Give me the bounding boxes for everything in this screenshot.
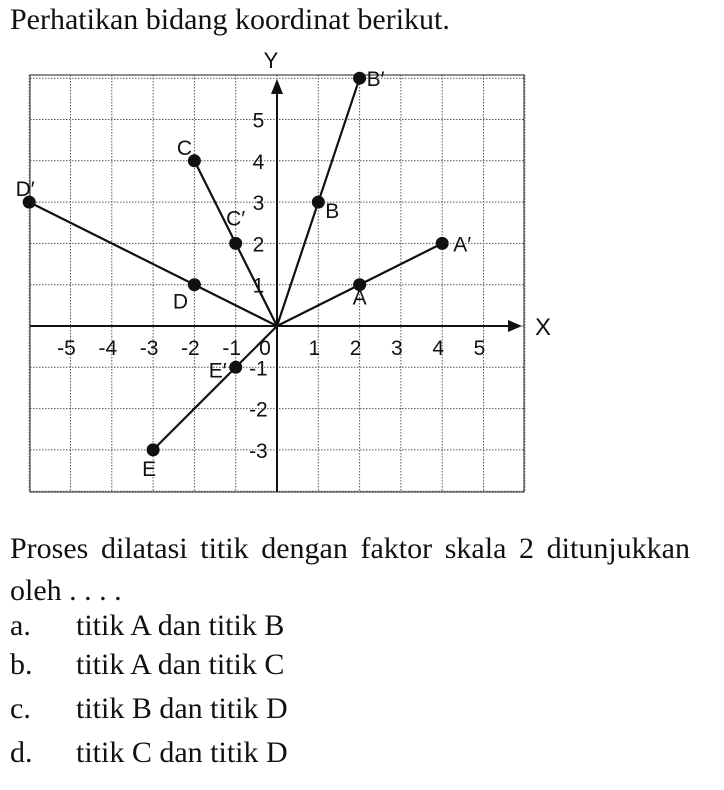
x-tick-label: 3: [391, 337, 403, 360]
point-marker: [312, 196, 325, 209]
option-letter: a.: [10, 609, 31, 642]
y-tick-label: -3: [249, 439, 268, 463]
x-axis-arrow-icon: [508, 320, 522, 332]
y-axis-arrow-icon: [271, 79, 283, 94]
point-label: E: [142, 457, 157, 481]
question-text: Proses dilatasi titik dengan faktor skala 2 ditunjukkan oleh . . . .: [10, 532, 690, 607]
x-tick-label: -5: [57, 337, 76, 360]
option-d[interactable]: [10, 735, 410, 771]
option-text: titik A dan titik C: [76, 648, 285, 681]
x-tick-label: 2: [349, 337, 362, 360]
option-letter: d.: [10, 736, 33, 769]
option-b[interactable]: [10, 647, 410, 683]
point-label: D: [172, 290, 188, 314]
point-marker: [188, 278, 201, 291]
x-tick-label: 0: [259, 337, 271, 360]
point-label: B′: [366, 68, 385, 92]
option-c[interactable]: [10, 691, 410, 727]
x-tick-label: 5: [473, 337, 486, 360]
option-letter: b.: [10, 648, 33, 681]
option-text: titik B dan titik D: [76, 692, 288, 725]
x-tick-label: -1: [222, 337, 242, 360]
option-letter: c.: [10, 692, 31, 725]
option-a[interactable]: [10, 608, 410, 644]
point-marker: [229, 237, 242, 250]
y-tick-label: 3: [252, 192, 265, 216]
point-label: A′: [453, 233, 472, 257]
point-marker: [436, 237, 449, 250]
y-tick-label: 1: [252, 274, 265, 298]
point-marker: [229, 361, 242, 374]
point-label: C′: [226, 207, 246, 231]
x-tick-label: 1: [308, 337, 321, 360]
point-label: E′: [208, 359, 227, 383]
point-label: B: [325, 200, 340, 224]
x-axis-label: X: [534, 314, 552, 341]
point-label: D′: [15, 178, 35, 202]
point-marker: [147, 443, 160, 456]
y-tick-label: -2: [249, 398, 268, 422]
x-tick-label: 4: [432, 337, 445, 360]
y-tick-label: 5: [252, 109, 265, 133]
y-tick-label: -1: [249, 357, 268, 381]
option-text: titik A dan titik B: [76, 609, 285, 642]
x-tick-label: -4: [98, 337, 118, 360]
y-tick-label: 4: [252, 150, 265, 174]
point-marker: [353, 72, 366, 85]
x-tick-label: -2: [181, 337, 200, 360]
point-label: A: [352, 286, 367, 310]
y-tick-label: 2: [252, 233, 265, 257]
y-axis-label: Y: [263, 48, 279, 73]
point-label: C: [176, 136, 192, 160]
option-text: titik C dan titik D: [76, 736, 288, 769]
intro-text: Perhatikan bidang koordinat berikut.: [10, 3, 450, 36]
x-tick-label: -3: [139, 337, 159, 360]
